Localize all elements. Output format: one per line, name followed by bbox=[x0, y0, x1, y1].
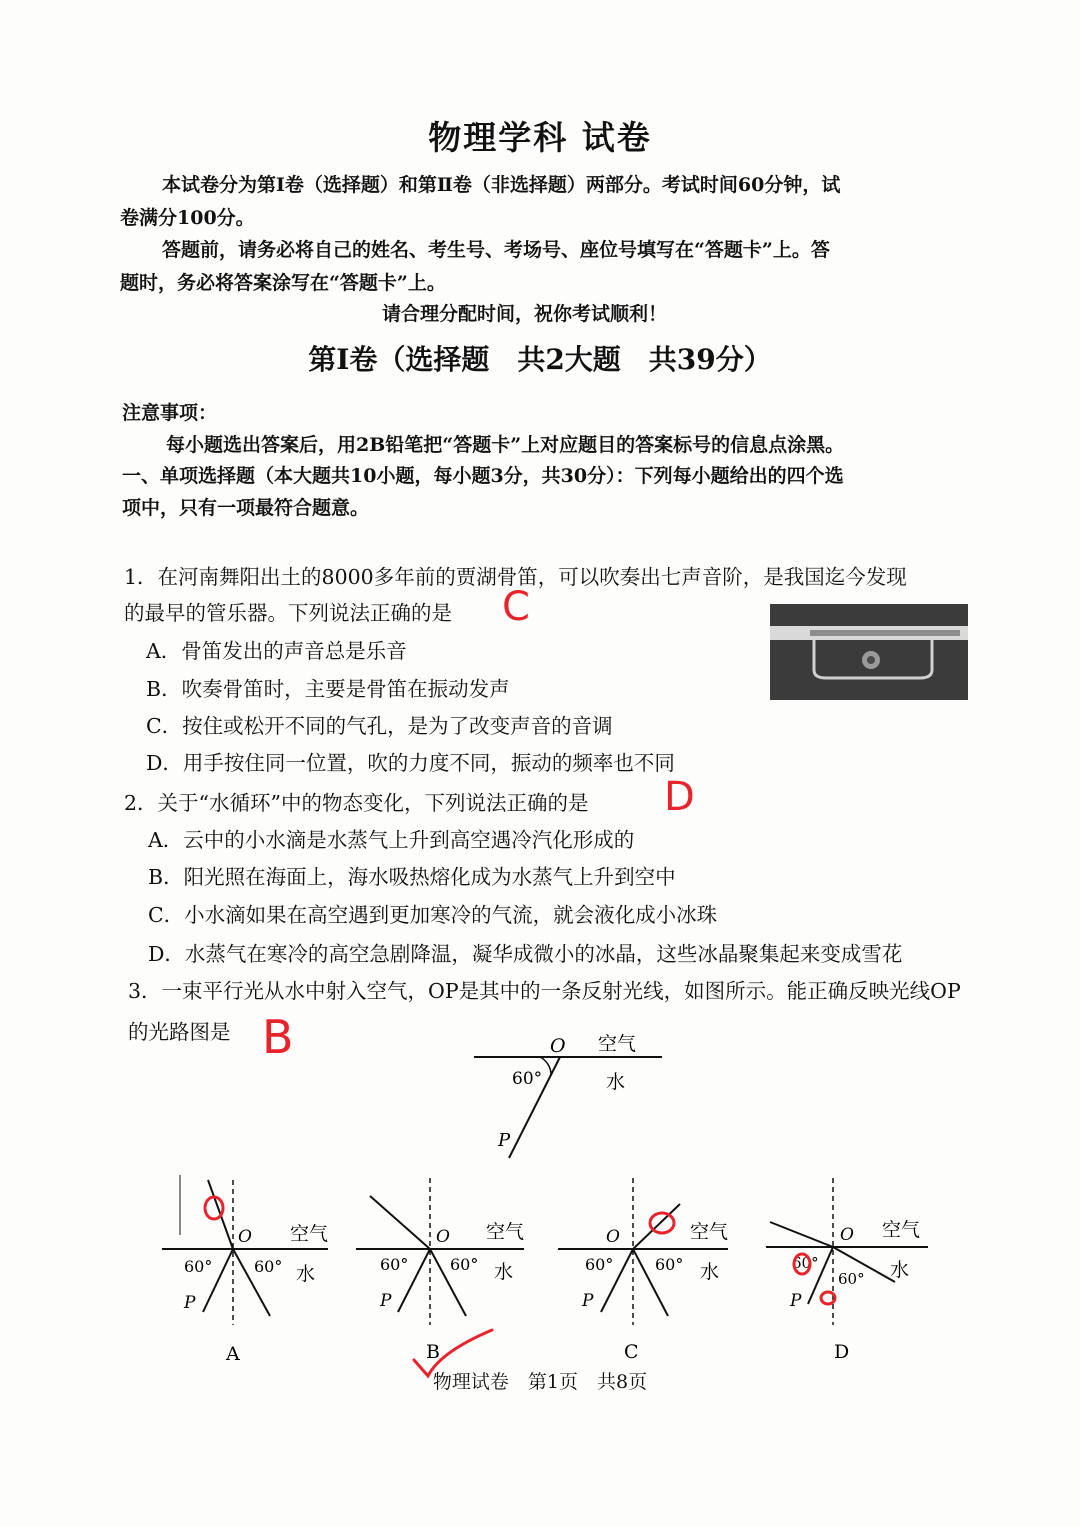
choice-d-air-label: 空气 bbox=[882, 1219, 921, 1241]
intro-line-4: 题时，务必将答案涂写在“答题卡”上。 bbox=[120, 272, 446, 294]
q1-option-b: B．吹奏骨笛时，主要是骨笛在振动发声 bbox=[146, 677, 510, 701]
choice-c-angle-left: 60° bbox=[585, 1255, 614, 1274]
ref-angle-label: 60° bbox=[512, 1069, 543, 1089]
part1-instruction-line-1: 一、单项选择题（本大题共10小题，每小题3分，共30分）：下列每小题给出的四个选 bbox=[122, 465, 844, 487]
ref-water-label: 水 bbox=[606, 1071, 626, 1093]
choice-d-water-label: 水 bbox=[890, 1259, 910, 1281]
notes-text: 每小题选出答案后，用2B铅笔把“答题卡”上对应题目的答案标号的信息点涂黑。 bbox=[166, 434, 845, 456]
q2-stem: 2．关于“水循环”中的物态变化，下列说法正确的是 bbox=[124, 791, 589, 815]
notes-heading: 注意事项： bbox=[122, 402, 218, 424]
choice-a-p-label: P bbox=[184, 1293, 196, 1313]
part1-instruction-line-2: 项中，只有一项最符合题意。 bbox=[122, 497, 370, 519]
choice-d-angle-right: 60° bbox=[838, 1270, 865, 1288]
q1-handwritten-answer: C bbox=[502, 584, 530, 630]
ref-air-label: 空气 bbox=[598, 1033, 637, 1055]
choice-b-angle-left: 60° bbox=[380, 1255, 409, 1274]
choice-c-air-label: 空气 bbox=[690, 1221, 729, 1243]
choice-c-p-label: P bbox=[582, 1291, 594, 1311]
ref-o-label: O bbox=[550, 1035, 566, 1057]
q2-handwritten-answer: D bbox=[664, 774, 695, 820]
q3-stem-line-2: 的光路图是 bbox=[128, 1020, 231, 1044]
choice-b-water-label: 水 bbox=[494, 1261, 514, 1283]
choice-a-o-label: O bbox=[238, 1227, 252, 1247]
choice-b-air-label: 空气 bbox=[486, 1221, 525, 1243]
choice-a-angle-left: 60° bbox=[184, 1257, 213, 1276]
q2-option-b: B．阳光照在海面上，海水吸热熔化成为水蒸气上升到空中 bbox=[148, 865, 676, 889]
choice-c-o-label: O bbox=[606, 1227, 620, 1247]
choice-d-p-label: P bbox=[790, 1291, 802, 1311]
choice-a-angle-right: 60° bbox=[254, 1257, 283, 1276]
q2-option-c: C．小水滴如果在高空遇到更加寒冷的气流，就会液化成小冰珠 bbox=[148, 903, 718, 927]
choice-c-label: C bbox=[624, 1341, 639, 1363]
q3-stem-line-1: 3．一束平行光从水中射入空气，OP是其中的一条反射光线，如图所示。能正确反映光线OP bbox=[128, 979, 961, 1003]
q1-stem-line-2: 的最早的管乐器。下列说法正确的是 bbox=[124, 601, 452, 625]
q1-option-d: D．用手按住同一位置，吹的力度不同，振动的频率也不同 bbox=[146, 751, 675, 775]
q3-handwritten-answer: B bbox=[262, 1010, 294, 1064]
choice-c-water-label: 水 bbox=[700, 1261, 720, 1283]
choice-d-label: D bbox=[834, 1341, 850, 1363]
choice-a-label: A bbox=[226, 1343, 240, 1365]
q1-stem-line-1: 1．在河南舞阳出土的8000多年前的贾湖骨笛，可以吹奏出七声音阶，是我国迄今发现 bbox=[124, 565, 907, 589]
intro-line-1: 本试卷分为第Ⅰ卷（选择题）和第Ⅱ卷（非选择题）两部分。考试时间60分钟，试 bbox=[162, 174, 841, 196]
intro-line-2: 卷满分100分。 bbox=[120, 207, 255, 229]
choice-d-o-label: O bbox=[840, 1225, 854, 1245]
red-circle-c-mark bbox=[650, 1213, 674, 1233]
red-circle-a-mark bbox=[205, 1197, 223, 1219]
wish-line: 请合理分配时间，祝你考试顺利！ bbox=[382, 303, 668, 325]
choice-c-angle-right: 60° bbox=[655, 1255, 684, 1274]
ref-p-label: P bbox=[498, 1130, 511, 1151]
intro-line-3: 答题前，请务必将自己的姓名、考生号、考场号、座位号填写在“答题卡”上。答 bbox=[162, 239, 830, 261]
exam-title: 物理学科 试卷 bbox=[428, 118, 652, 157]
q2-option-a: A．云中的小水滴是水蒸气上升到高空遇冷汽化形成的 bbox=[148, 828, 635, 852]
choice-b-p-label: P bbox=[380, 1291, 392, 1311]
choice-a-air-label: 空气 bbox=[290, 1223, 329, 1245]
q2-option-d: D．水蒸气在寒冷的高空急剧降温，凝华成微小的冰晶，这些冰晶聚集起来变成雪花 bbox=[148, 942, 903, 966]
q1-option-c: C．按住或松开不同的气孔，是为了改变声音的音调 bbox=[146, 714, 613, 738]
choice-b-angle-right: 60° bbox=[450, 1255, 479, 1274]
section-title: 第Ⅰ卷（选择题 共2大题 共39分） bbox=[308, 343, 772, 376]
choice-a-water-label: 水 bbox=[296, 1263, 316, 1285]
choice-d-angle-left: 60° bbox=[792, 1254, 819, 1272]
choice-b-label: B bbox=[426, 1341, 440, 1363]
choice-b-o-label: O bbox=[436, 1227, 450, 1247]
q1-option-a: A．骨笛发出的声音总是乐音 bbox=[146, 639, 407, 663]
page-footer: 物理试卷 第1页 共8页 bbox=[432, 1371, 648, 1393]
